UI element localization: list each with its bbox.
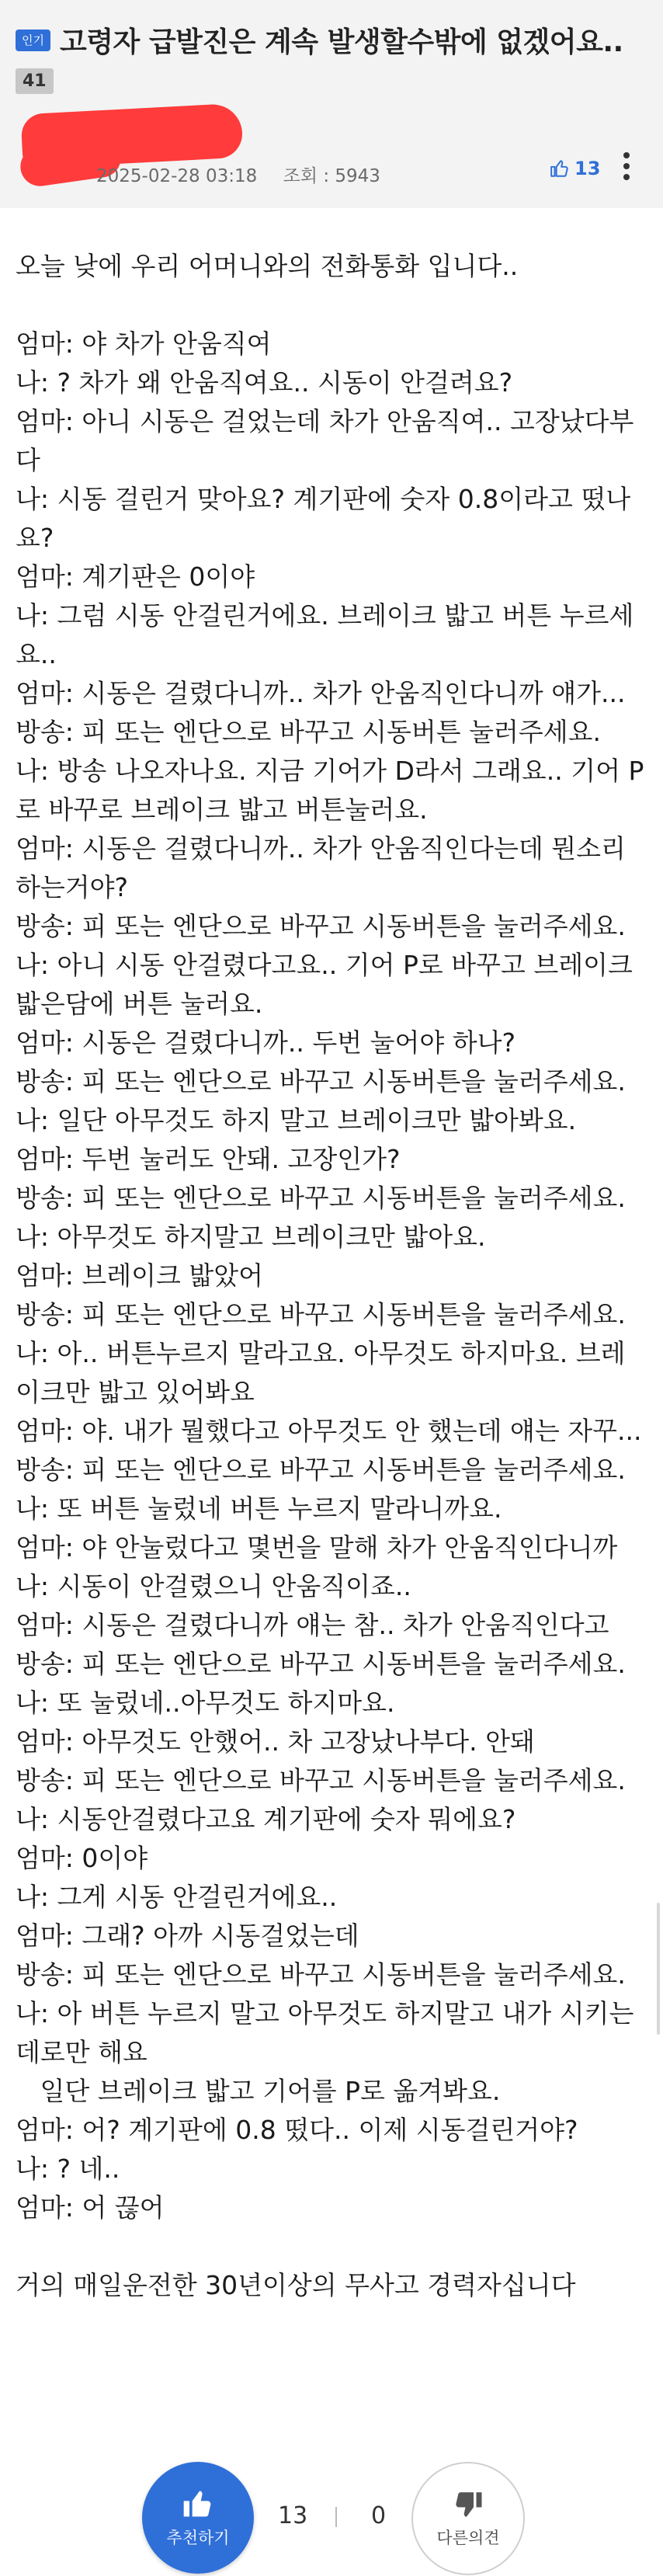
body-line: 엄마: 아니 시동은 걸었는데 차가 안움직여.. 고장났다부다 <box>16 406 634 475</box>
body-line: 나: ? 네.. <box>16 2154 120 2184</box>
body-line: 방송: 피 또는 엔단으로 바꾸고 시동버튼을 눌러주세요. <box>16 1455 626 1485</box>
body-line: 나: 아무것도 하지말고 브레이크만 밟아요. <box>16 1222 486 1252</box>
like-count[interactable] <box>550 158 600 179</box>
body-line: 엄마: 0이야 <box>16 1843 148 1873</box>
post-title: 고령자 급발진은 계속 발생할수밖에 없겠어요.. <box>59 26 623 58</box>
body-line: 오늘 낮에 우리 어머니와의 전화통화 입니다.. <box>16 251 519 281</box>
body-line: 방송: 피 또는 엔단으로 바꾸고 시동버튼을 눌러주세요. <box>16 1765 626 1796</box>
body-line: 엄마: 어? 계기판에 0.8 떴다.. 이제 시동걸린거야? <box>16 2115 578 2145</box>
body-line: 나: 그게 시동 안걸린거에요.. <box>16 1882 338 1912</box>
body-line: 엄마: 어 끊어 <box>16 2192 165 2223</box>
body-line: 방송: 피 또는 엔단으로 바꾸고 시동버튼을 눌러주세요. <box>16 1299 626 1330</box>
body-line: 나: 아 버튼 누르지 말고 아무것도 하지말고 내가 시키는데로만 해요 <box>16 1998 634 2067</box>
body-line: 엄마: 야. 내가 뭘했다고 아무것도 안 했는데 얘는 자꾸... <box>16 1416 642 1446</box>
body-line: 엄마: 두번 눌러도 안돼. 고장인가? <box>16 1144 401 1174</box>
body-line: 엄마: 시동은 걸렸다니까.. 두번 눌어야 하나? <box>16 1027 515 1058</box>
body-line: 엄마: 야 차가 안움직여 <box>16 329 272 359</box>
vote-divider <box>335 2507 337 2527</box>
body-line: 엄마: 계기판은 0이야 <box>16 561 255 592</box>
body-line: 엄마: 브레이크 밟았어 <box>16 1260 263 1291</box>
thumbs-up-icon <box>550 158 570 179</box>
body-line: 나: 시동 걸린거 맞아요? 계기판에 숫자 0.8이라고 떴나요? <box>16 484 631 553</box>
body-line: 나: 아니 시동 안걸렸다고요.. 기어 P로 바꾸고 브레이크 밟은담에 버튼 눌러요. <box>16 950 641 1019</box>
body-line: 거의 매일운전한 30년이상의 무사고 경력자십니다 <box>16 2270 576 2300</box>
body-line: 나: 일단 아무것도 하지 말고 브레이크만 밟아봐요. <box>16 1105 577 1135</box>
body-line <box>16 286 649 325</box>
body-line: 나: 또 버튼 눌렀네 버튼 누르지 말라니까요. <box>16 1493 502 1524</box>
title-row <box>16 20 623 60</box>
body-line: 나: 시동이 안걸렸으니 안움직이죠.. <box>16 1571 411 1601</box>
body-line: 나: 그럼 시동 안걸린거에요. 브레이크 밟고 버튼 누르세요.. <box>16 600 634 669</box>
post-date: 2025-02-28 03:18 <box>96 166 258 186</box>
body-line: 엄마: 야 안눌렀다고 몇번을 말해 차가 안움직인다니까 <box>16 1532 618 1563</box>
post-header <box>0 0 663 208</box>
dissent-label: 다른의견 <box>436 2529 500 2547</box>
post-meta <box>96 162 380 187</box>
thumbs-down-icon <box>452 2488 484 2521</box>
vote-footer <box>0 2462 663 2576</box>
body-line: 엄마: 시동은 걸렸다니까.. 차가 안움직인다니까 얘가... <box>16 678 626 708</box>
recommend-count: 13 <box>278 2502 308 2529</box>
body-line: 일단 브레이크 밟고 기어를 P로 옮겨봐요. <box>16 2076 501 2106</box>
body-line: 나: 또 눌렀네..아무것도 하지마요. <box>16 1688 395 1718</box>
body-line <box>16 2227 649 2266</box>
recommend-label: 추천하기 <box>166 2529 230 2547</box>
body-line: 방송: 피 또는 엔단으로 바꾸고 시동버튼 눌러주세요. <box>16 717 601 747</box>
body-line: 엄마: 시동은 걸렸다니까.. 차가 안움직인다는데 뭔소리하는거야? <box>16 833 626 902</box>
body-line: 엄마: 그래? 아까 시동걸었는데 <box>16 1921 359 1951</box>
body-line: 나: 시동안걸렸다고요 계기판에 숫자 뭐에요? <box>16 1804 516 1834</box>
dissent-button[interactable] <box>411 2462 525 2575</box>
body-line: 방송: 피 또는 엔단으로 바꾸고 시동버튼을 눌러주세요. <box>16 1066 626 1097</box>
dissent-count: 0 <box>371 2502 387 2529</box>
body-line: 방송: 피 또는 엔단으로 바꾸고 시동버튼을 눌러주세요. <box>16 1649 626 1679</box>
body-line: 방송: 피 또는 엔단으로 바꾸고 시동버튼을 눌러주세요. <box>16 911 626 941</box>
comment-count-badge[interactable]: 41 <box>16 68 54 94</box>
body-line: 엄마: 시동은 걸렸다니까 얘는 참.. 차가 안움직인다고 <box>16 1610 609 1640</box>
body-line: 엄마: 아무것도 안했어.. 차 고장났나부다. 안돼 <box>16 1726 535 1757</box>
post-body <box>16 247 649 2305</box>
recommend-button[interactable] <box>142 2462 254 2574</box>
body-line: 나: ? 차가 왜 안움직여요.. 시동이 안걸려요? <box>16 367 513 398</box>
body-line: 나: 방송 나오자나요. 지금 기어가 D라서 그래요.. 기어 P로 바꾸로 브레이크 밟고 버튼눌러요. <box>16 756 644 825</box>
like-count-value: 13 <box>574 158 601 179</box>
more-vertical-icon[interactable] <box>621 152 632 186</box>
hot-badge: 인기 <box>16 30 50 51</box>
body-line: 방송: 피 또는 엔단으로 바꾸고 시동버튼을 눌러주세요. <box>16 1183 626 1213</box>
thumbs-up-icon <box>181 2487 215 2521</box>
body-line: 나: 아.. 버튼누르지 말라고요. 아무것도 하지마요. 브레이크만 밟고 있어봐요 <box>16 1338 626 1407</box>
scrollbar[interactable] <box>657 1903 660 2035</box>
view-count: 조회 : 5943 <box>283 166 380 186</box>
body-line: 방송: 피 또는 엔단으로 바꾸고 시동버튼을 눌러주세요. <box>16 1959 626 1990</box>
